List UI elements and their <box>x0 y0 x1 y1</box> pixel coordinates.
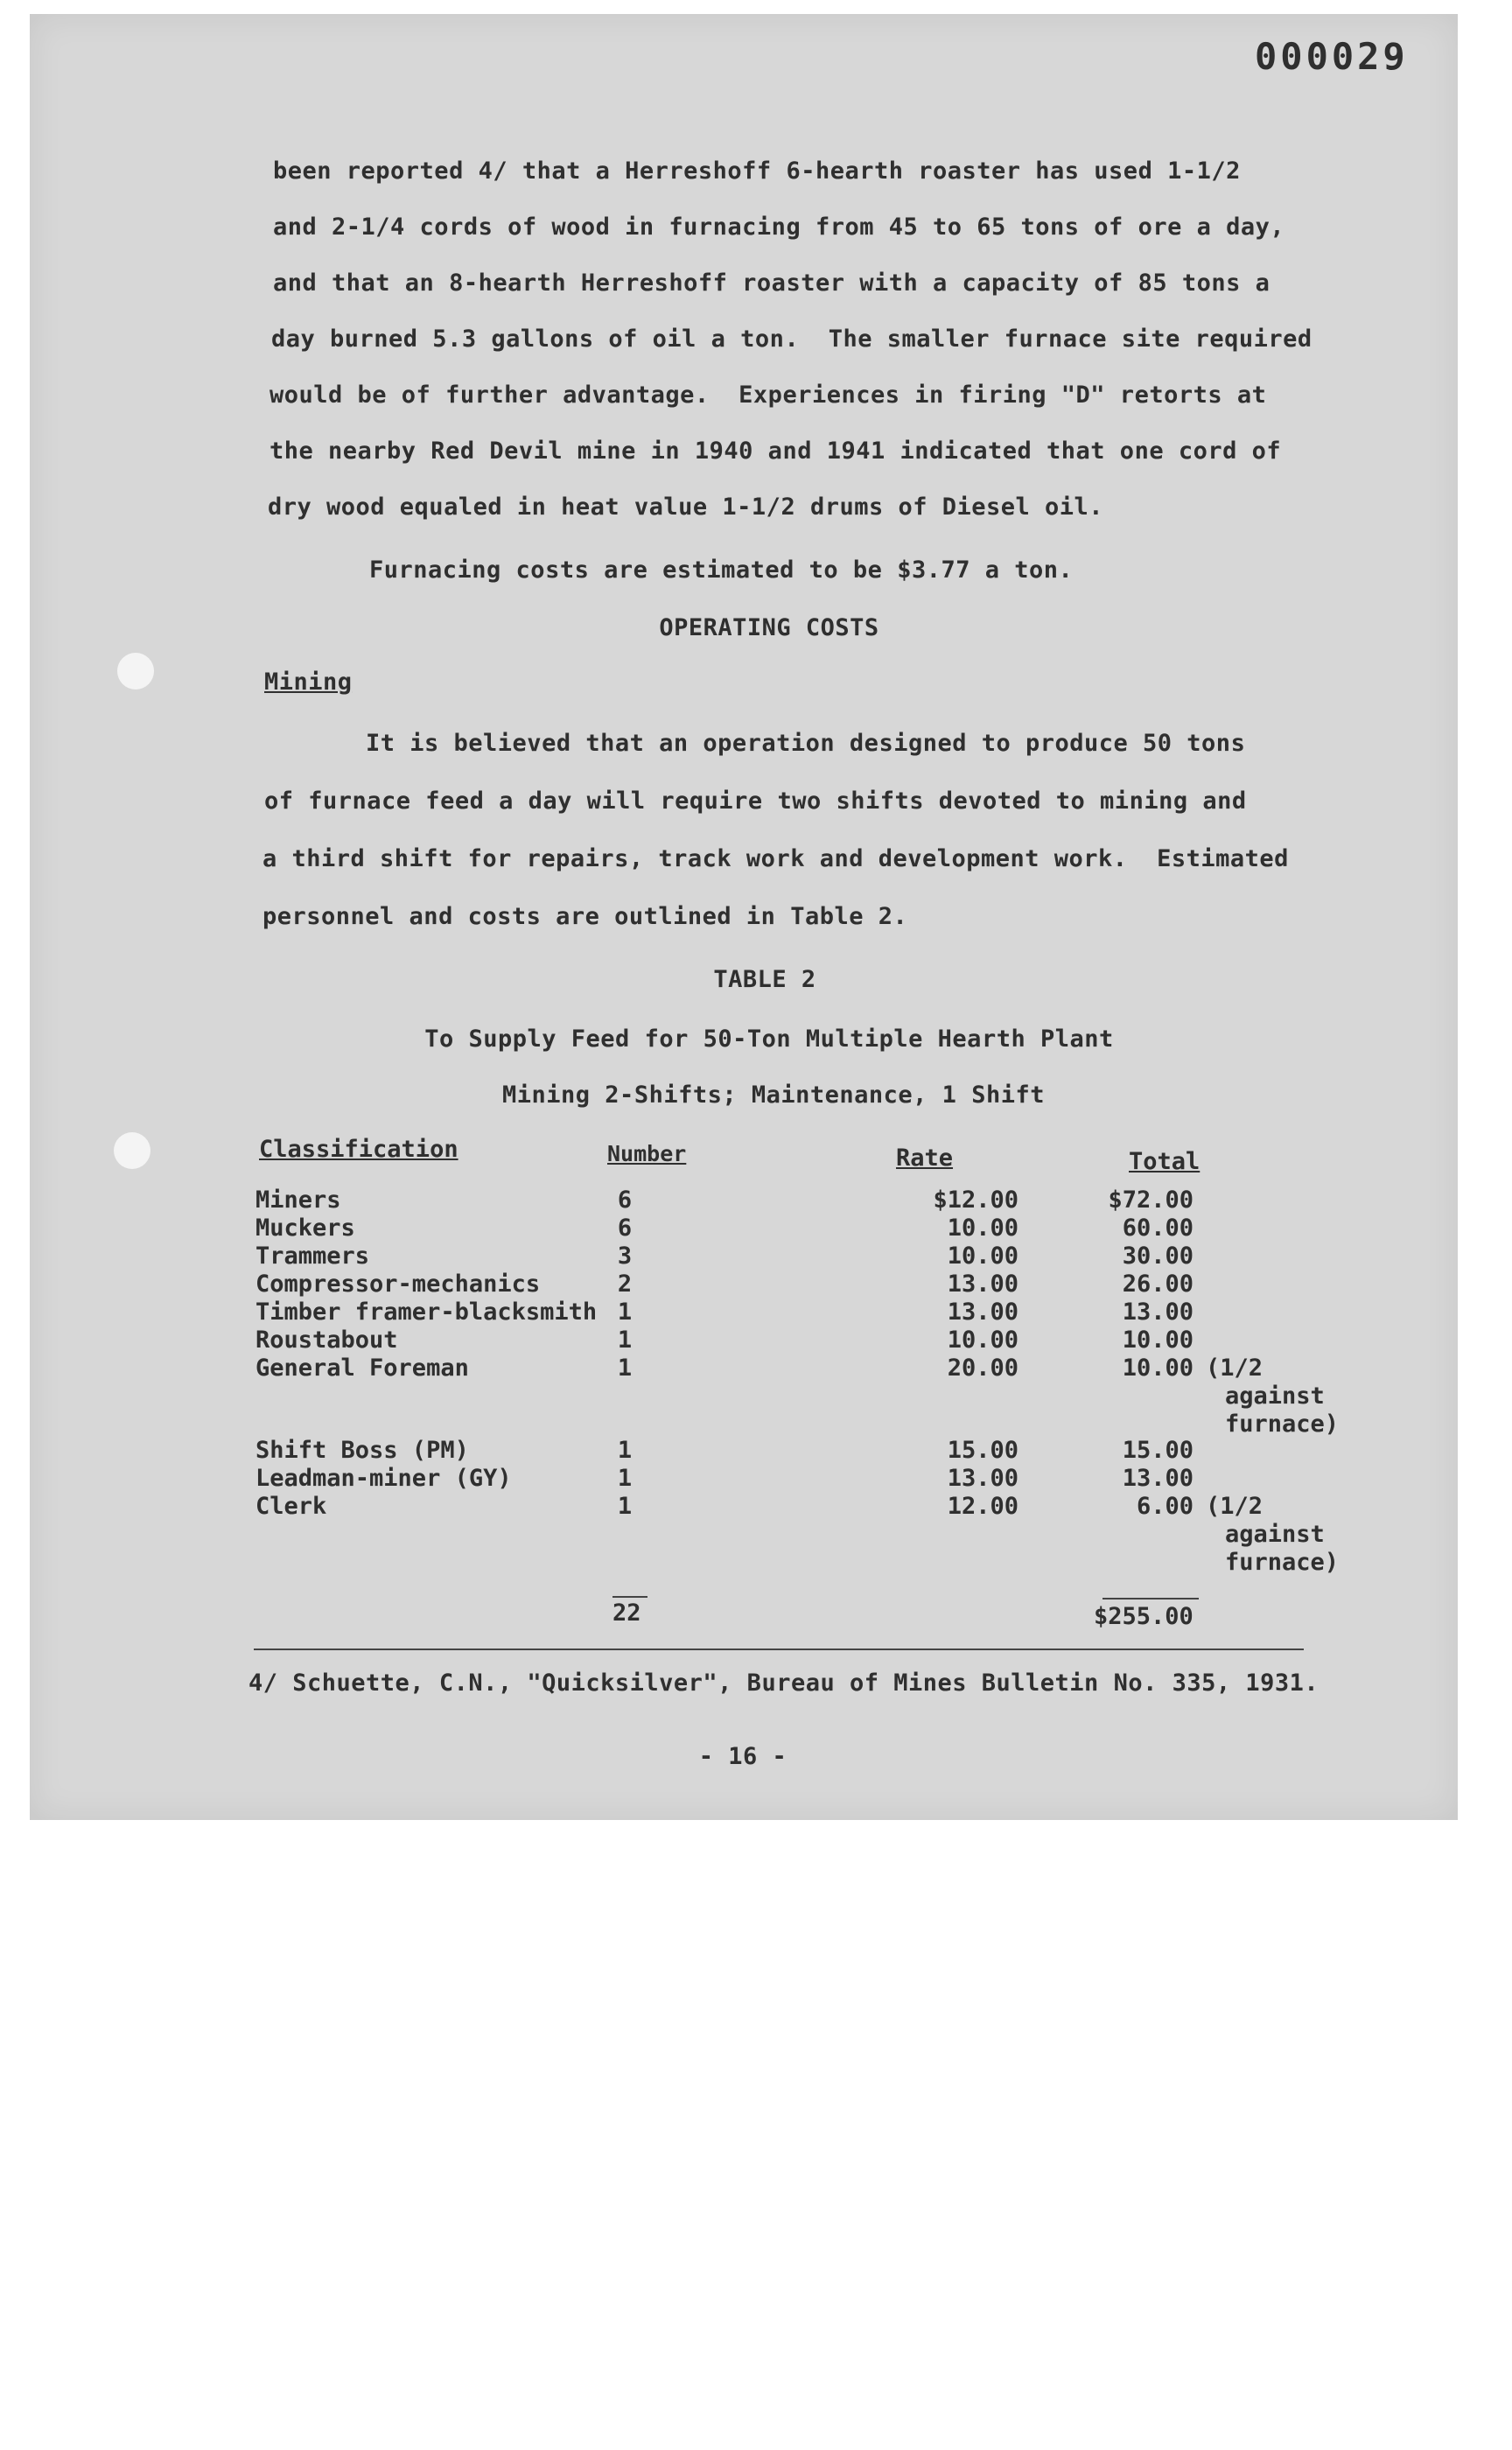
cell-total: 6.00 <box>1136 1493 1194 1520</box>
cell-classification: Clerk <box>256 1493 327 1520</box>
column-header-rate: Rate <box>896 1144 954 1172</box>
cell-number: 1 <box>617 1326 633 1354</box>
footnote: 4/ Schuette, C.N., "Quicksilver", Bureau of Mines Bulletin No. 335, 1931. <box>248 1670 1320 1697</box>
cell-classification: Miners <box>256 1186 341 1214</box>
paragraph-line: day burned 5.3 gallons of oil a ton. The smaller furnace site required <box>271 326 1312 353</box>
cell-rate: 10.00 <box>947 1242 1018 1270</box>
footnote-rule <box>254 1648 1304 1650</box>
cell-number: 1 <box>617 1437 633 1464</box>
cell-number: 1 <box>617 1493 633 1520</box>
punch-hole <box>117 653 154 690</box>
cell-number: 1 <box>617 1465 633 1492</box>
cell-rate: $12.00 <box>933 1186 1018 1214</box>
cell-total: 15.00 <box>1122 1437 1194 1464</box>
cell-number: 1 <box>617 1298 633 1326</box>
cell-rate: 13.00 <box>947 1270 1018 1298</box>
cell-classification: Trammers <box>256 1242 370 1270</box>
document-page <box>30 14 1458 1820</box>
cell-rate: 12.00 <box>947 1493 1018 1520</box>
paragraph-line: would be of further advantage. Experiences in firing "D" retorts at <box>270 382 1267 409</box>
cell-classification: Timber framer-blacksmith <box>256 1298 598 1326</box>
paragraph-line: of furnace feed a day will require two shifts devoted to mining and <box>264 788 1247 815</box>
subheading: Mining <box>264 668 353 696</box>
cell-number: 3 <box>617 1242 633 1270</box>
document-number: 000029 <box>1255 35 1409 78</box>
cell-note-continuation: furnace) <box>1225 1410 1340 1438</box>
cell-classification: Muckers <box>256 1214 355 1242</box>
cell-total: $72.00 <box>1108 1186 1194 1214</box>
cell-rate: 13.00 <box>947 1298 1018 1326</box>
cell-number: 2 <box>617 1270 633 1298</box>
column-header-classification: Classification <box>259 1136 458 1163</box>
page-number: - 16 - <box>698 1743 788 1770</box>
cell-rate: 15.00 <box>947 1437 1018 1464</box>
section-heading: OPERATING COSTS <box>659 614 879 641</box>
table-title: To Supply Feed for 50-Ton Multiple Hearth Plant <box>424 1026 1114 1053</box>
cell-classification: Roustabout <box>256 1326 398 1354</box>
cell-number: 6 <box>617 1214 633 1242</box>
cell-total: 26.00 <box>1122 1270 1194 1298</box>
table-subtitle: Mining 2-Shifts; Maintenance, 1 Shift <box>502 1082 1045 1109</box>
paragraph-line: Furnacing costs are estimated to be $3.77 a ton. <box>369 556 1074 584</box>
cell-note-continuation: furnace) <box>1225 1549 1340 1576</box>
cell-note: (1/2 <box>1206 1354 1264 1382</box>
paragraph-line: It is believed that an operation designed to produce 50 tons <box>366 730 1246 757</box>
sum-rule <box>1102 1598 1199 1600</box>
cell-note: (1/2 <box>1206 1493 1264 1520</box>
cell-rate: 10.00 <box>947 1214 1018 1242</box>
paragraph-line: been reported 4/ that a Herreshoff 6-hearth roaster has used 1-1/2 <box>273 158 1241 185</box>
paragraph-line: the nearby Red Devil mine in 1940 and 1941 indicated that one cord of <box>270 438 1282 465</box>
column-header-total: Total <box>1129 1148 1200 1175</box>
cell-total: 13.00 <box>1122 1465 1194 1492</box>
paragraph-line: personnel and costs are outlined in Table 2. <box>262 903 908 930</box>
cell-rate: 10.00 <box>947 1326 1018 1354</box>
cell-total: 30.00 <box>1122 1242 1194 1270</box>
table-label: TABLE 2 <box>713 966 816 993</box>
cell-total: 10.00 <box>1122 1354 1194 1382</box>
cell-note-continuation: against <box>1225 1521 1325 1548</box>
cell-total: 10.00 <box>1122 1326 1194 1354</box>
punch-hole <box>114 1132 150 1169</box>
paragraph-line: a third shift for repairs, track work and development work. Estimated <box>262 845 1289 872</box>
cell-note-continuation: against <box>1225 1382 1325 1410</box>
cell-classification: Shift Boss (PM) <box>256 1437 469 1464</box>
total-amount: $255.00 <box>1094 1603 1194 1630</box>
column-header-number: Number <box>607 1141 687 1166</box>
cell-total: 13.00 <box>1122 1298 1194 1326</box>
cell-number: 1 <box>617 1354 633 1382</box>
cell-number: 6 <box>617 1186 633 1214</box>
paragraph-line: dry wood equaled in heat value 1-1/2 drums of Diesel oil. <box>268 494 1104 521</box>
cell-rate: 13.00 <box>947 1465 1018 1492</box>
total-number: 22 <box>612 1600 641 1627</box>
cell-classification: Leadman-miner (GY) <box>256 1465 512 1492</box>
cell-classification: General Foreman <box>256 1354 469 1382</box>
paragraph-line: and 2-1/4 cords of wood in furnacing from 45 to 65 tons of ore a day, <box>273 214 1285 241</box>
cell-total: 60.00 <box>1122 1214 1194 1242</box>
cell-rate: 20.00 <box>947 1354 1018 1382</box>
sum-rule <box>612 1596 648 1598</box>
paragraph-line: and that an 8-hearth Herreshoff roaster with a capacity of 85 tons a <box>273 270 1270 297</box>
cell-classification: Compressor-mechanics <box>256 1270 541 1298</box>
